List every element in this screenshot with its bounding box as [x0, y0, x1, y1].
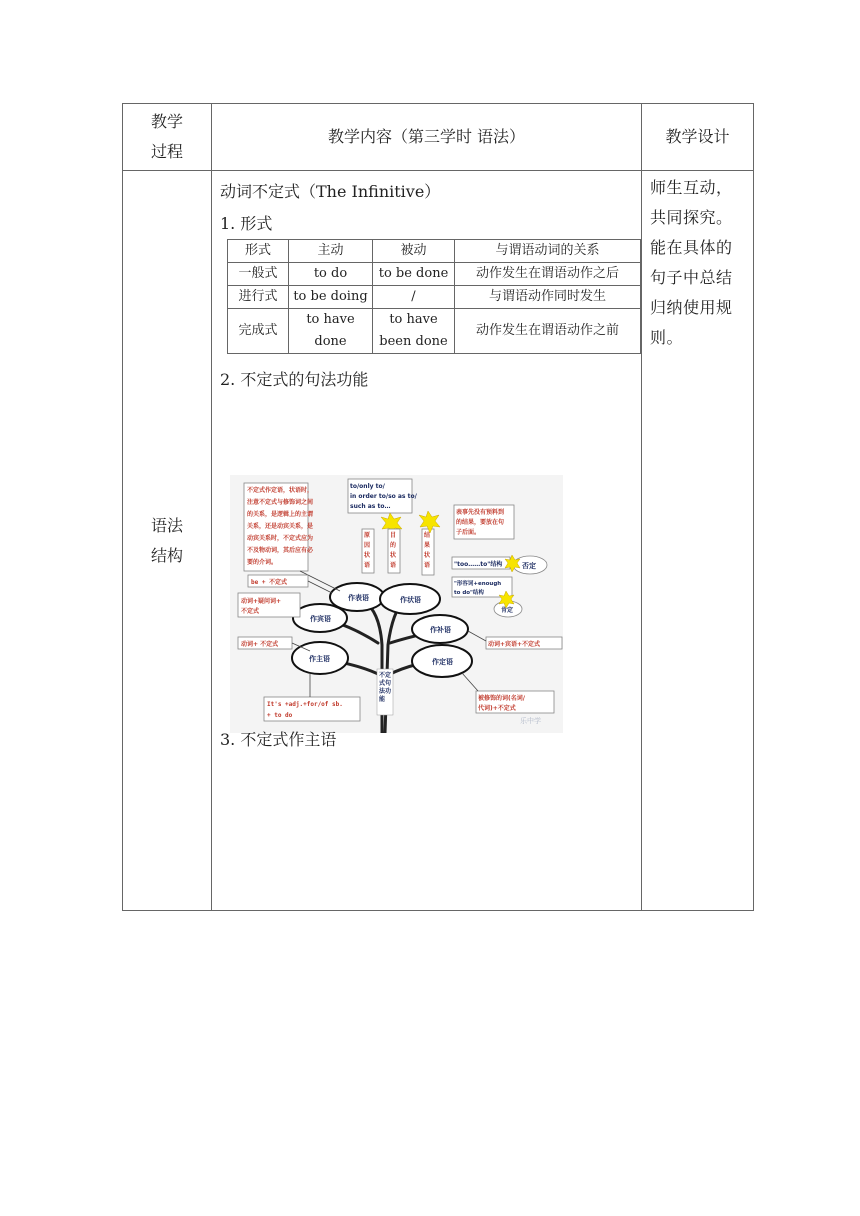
verb-infinitive: 动词+ 不定式 — [241, 641, 279, 648]
verb-question-infinitive: 动词+疑问词+ 不定式 — [241, 598, 282, 615]
forms-cell: to have done — [289, 309, 373, 354]
lesson-plan-document — [122, 103, 753, 910]
be-infinitive: be + 不定式 — [251, 579, 288, 586]
reason-adverbial: 原因状语 — [364, 532, 371, 569]
section-title: 动词不定式（The Infinitive） — [220, 182, 441, 201]
purpose-adverbial: 目的状语 — [390, 532, 397, 569]
node-adverbial: 作状语 — [400, 596, 421, 604]
table-row — [228, 286, 641, 309]
table-row — [228, 309, 641, 354]
forms-header-cell: 被动 — [373, 240, 455, 263]
watermark: 乐中学 — [520, 717, 541, 725]
forms-cell: 进行式 — [228, 286, 289, 309]
stage-cell — [123, 171, 212, 911]
design-cell: 师生互动，共同探究。能在具体的句子中总结归纳使用规则。 — [642, 171, 754, 911]
forms-table — [227, 239, 641, 354]
header-content: 教学内容（第三学时 语法） — [212, 104, 642, 171]
section-2-heading: 2. 不定式的句法功能 — [220, 370, 369, 389]
forms-cell: to do — [289, 263, 373, 286]
forms-cell: 动作发生在谓语动作之后 — [455, 263, 641, 286]
infinitive-tree-diagram — [230, 475, 563, 733]
forms-cell: to have been done — [373, 309, 455, 354]
section-3-heading: 3. 不定式作主语 — [220, 730, 337, 749]
enough-structure: "形容词+enough to do"结构 — [454, 581, 502, 596]
node-predicative: 作表语 — [348, 594, 369, 602]
stage-line2: 结构 — [150, 545, 183, 565]
forms-cell: / — [373, 286, 455, 309]
section-1-heading: 1. 形式 — [220, 214, 273, 233]
forms-cell: 与谓语动作同时发生 — [455, 286, 641, 309]
header-process — [123, 104, 212, 171]
header-process-line2: 过程 — [150, 142, 183, 161]
purpose-note: to/only to/ in order to/so as to/ such as to… — [350, 483, 417, 510]
header-design: 教学设计 — [642, 104, 754, 171]
adverbial-note: 不定式作定语，状语时， 注意不定式与修饰词之间 的关系，是逻辑上的主谓 关系，还是动宾关系，是 动宾关系时，不定式应为 不及物动词，其后应有必 要的介词。 — [247, 487, 314, 566]
positive-label: 肯定 — [501, 607, 514, 614]
node-attribute: 作定语 — [432, 658, 453, 666]
verb-object-infinitive: 动词+宾语+不定式 — [488, 641, 541, 648]
forms-cell: to be done — [373, 263, 455, 286]
content-cell — [212, 171, 642, 911]
node-complement: 作补语 — [430, 626, 451, 634]
result-note: 表事先没有预料到 的结果，要放在句 子后面。 — [456, 509, 505, 536]
forms-cell: 一般式 — [228, 263, 289, 286]
trunk-label: 不定式句法功能 — [379, 672, 392, 703]
lesson-table — [122, 103, 754, 911]
attribute-note: 被修饰的词(名词/ 代词)+不定式 — [478, 695, 525, 712]
forms-header-cell: 主动 — [289, 240, 373, 263]
negative-label: 否定 — [522, 562, 536, 570]
stage-line1: 语法 — [150, 515, 183, 535]
forms-cell: 完成式 — [228, 309, 289, 354]
header-process-line1: 教学 — [150, 112, 183, 131]
forms-cell: 动作发生在谓语动作之前 — [455, 309, 641, 354]
node-object: 作宾语 — [310, 615, 331, 623]
forms-header-cell: 形式 — [228, 240, 289, 263]
node-subject: 作主语 — [309, 655, 330, 663]
result-adverbial: 结果状语 — [424, 532, 431, 569]
too-to-structure: "too……to"结构 — [454, 561, 503, 568]
forms-header-cell: 与谓语动词的关系 — [455, 240, 641, 263]
forms-cell: to be doing — [289, 286, 373, 309]
table-row — [228, 263, 641, 286]
its-adj-structure: It's +adj.+for/of sb. + to do — [267, 701, 343, 719]
